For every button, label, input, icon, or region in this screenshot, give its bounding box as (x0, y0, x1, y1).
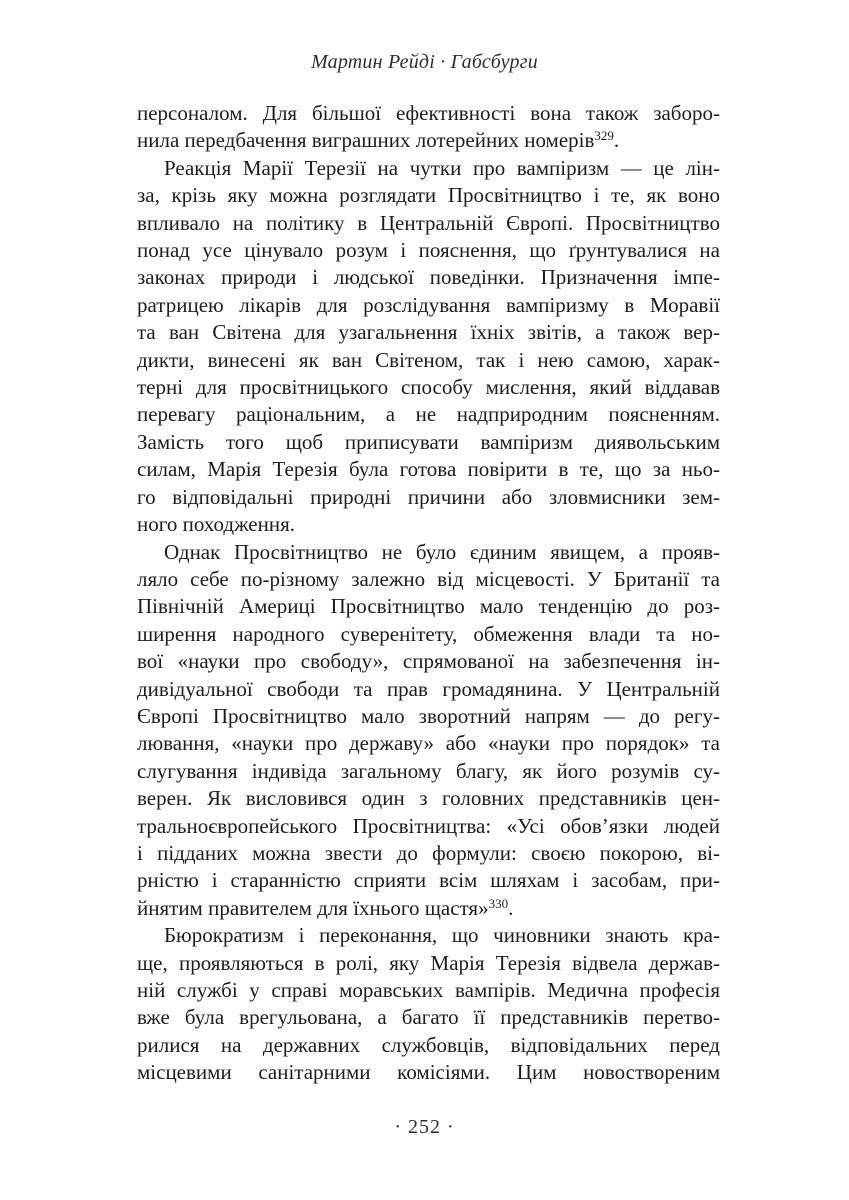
text-block (137, 100, 720, 1087)
paragraph (137, 539, 720, 923)
text-line: го відповідальні природні причини або зловмисники зем- (137, 484, 720, 509)
text-line: Однак Просвітництво не було єдиним явищем, а прояв- (164, 539, 720, 564)
text-line: понад усе цінувало розум і пояснення, що ґрунтувалися на (137, 238, 720, 263)
text-line: дивідуальної свободи та прав громадянина. У Центральній (137, 676, 720, 701)
text-line: ного походження. (137, 512, 296, 537)
text-line: вже була врегульована, а багато її представників перетво- (137, 1005, 720, 1030)
text-line: Бюрократизм і переконання, що чиновники знають кра- (164, 923, 720, 948)
text-line: законах природи і людської поведінки. Призначення імпе- (137, 265, 720, 290)
text-line: і підданих можна звести до формули: своєю покорою, ві- (137, 840, 720, 865)
text-line: ширення народного суверенітету, обмеження влади та но- (137, 621, 720, 646)
paragraph (137, 155, 720, 539)
text-line: Реакція Марії Терезії на чутки про вампіризм — це лін- (164, 155, 720, 180)
footnote-ref: 330 (488, 895, 509, 911)
text-line: силам, Марія Терезія була готова повірити в те, що за ньо- (137, 457, 720, 482)
paragraph (137, 922, 720, 1086)
text-line: перевагу раціональним, а не надприродним поясненням. (137, 402, 720, 427)
footnote-ref: 329 (594, 128, 614, 144)
text-line: верен. Як висловився один з головних представників цен- (137, 786, 720, 811)
text-line: Європі Просвітництво мало зворотний напрям — до регу- (137, 703, 720, 728)
running-header (0, 50, 849, 74)
text-line: терні для просвітницького способу мислення, який віддавав (137, 375, 720, 400)
text-line: слугування індивіда загальному благу, як його розумів су- (137, 758, 720, 783)
text-line: тральноєвропейського Просвітництва: «Усі обов’язки людей (137, 813, 720, 838)
text-line: ній службі у справі моравських вампірів. Медична професія (137, 978, 720, 1002)
text-line: впливало на політику в Центральній Європі. Просвітництво (137, 210, 720, 235)
text-line: за, крізь яку можна розглядати Просвітництво і те, як воно (137, 183, 720, 208)
text-line: йнятим правителем для їхнього щастя»$^{330}$. (137, 895, 514, 920)
text-line: рністю і старанністю сприяти всім шляхам і засобам, при- (137, 868, 720, 893)
text-line: лювання, «науки про державу» або «науки про порядок» та (137, 731, 720, 756)
text-line: ратрицею лікарів для розслідування вампіризму в Моравії (137, 292, 720, 317)
text-line: місцевими санітарними комісіями. Цим новоствореним (137, 1060, 720, 1085)
text-line: нила передбачення виграшних лотерейних номерів$^{329}$. (137, 128, 620, 153)
text-line: Замість того щоб приписувати вампіризм диявольським (137, 429, 720, 454)
page-number: · 252 · (394, 1116, 455, 1138)
page-footer (0, 1115, 849, 1139)
text-line: дикти, винесені як ван Світеном, так і нею самою, харак- (137, 347, 720, 372)
text-line: Північній Америці Просвітництво мало тенденцію до роз- (137, 594, 720, 619)
text-line: ще, проявляються в ролі, яку Марія Терезія відвела держав- (137, 950, 720, 975)
text-line: рилися на державних службовців, відповідальних перед (137, 1032, 720, 1057)
text-line: та ван Світена для узагальнення їхніх звітів, а також вер- (137, 320, 720, 345)
text-line: ляло себе по-різному залежно від місцевості. У Британії та (137, 566, 720, 591)
text-line: вої «науки про свободу», спрямованої на забезпечення ін- (137, 649, 720, 674)
paragraph (137, 100, 720, 155)
text-line: персоналом. Для більшої ефективності вона також заборо- (137, 101, 720, 125)
running-header-text: Мартин Рейді · Габсбурги (311, 51, 538, 73)
